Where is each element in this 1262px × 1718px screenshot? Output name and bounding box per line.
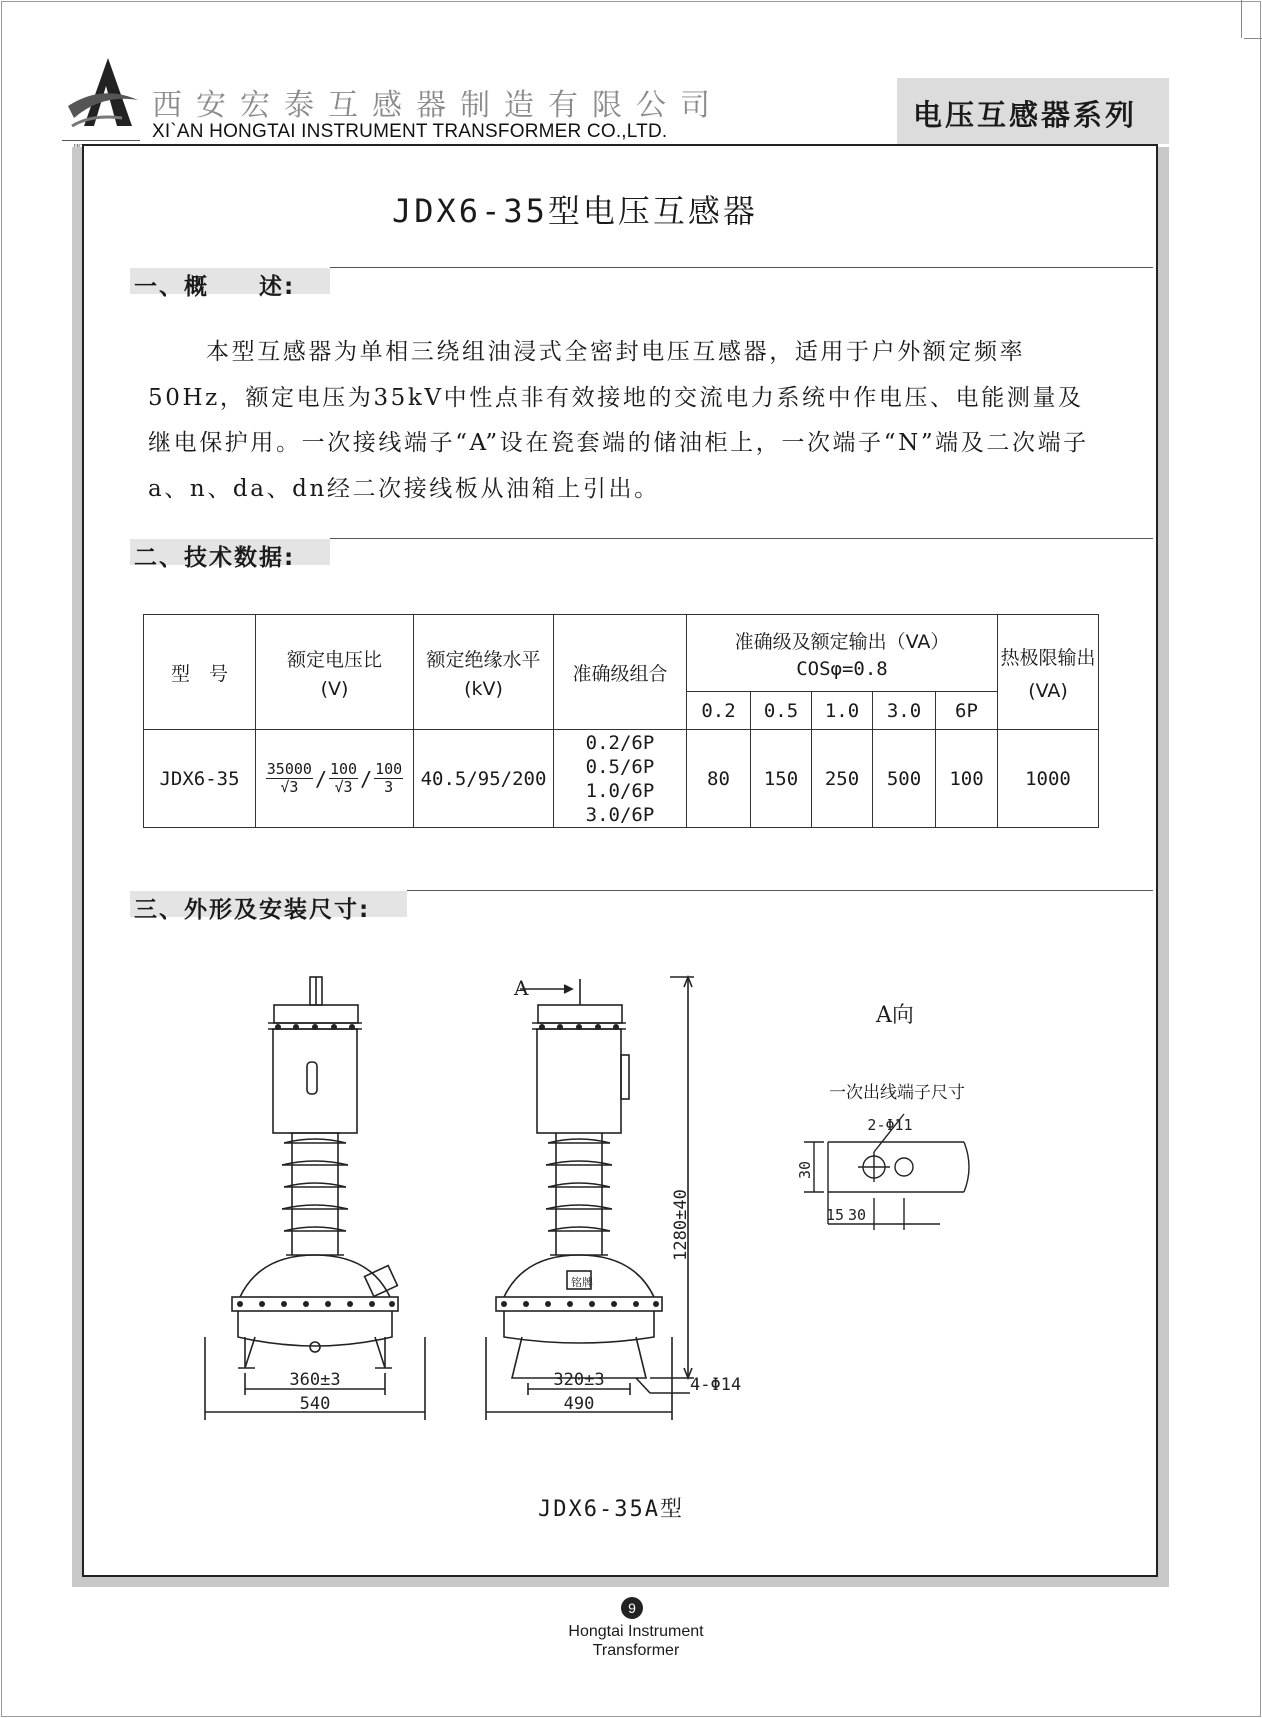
crop-mark <box>1241 0 1242 38</box>
hole-note: 4-Φ14 <box>690 1375 742 1395</box>
header-accuracy-output: 准确级及额定输出（VA） COSφ=0.8 <box>687 615 998 692</box>
header-model: 型 号 <box>144 615 256 730</box>
terminal-title: 一次出线端子尺寸 <box>829 1083 965 1103</box>
page-number: 9 <box>621 1597 643 1619</box>
company-name-en: XI`AN HONGTAI INSTRUMENT TRANSFORMER CO.,LTD. <box>152 121 668 142</box>
left-view <box>205 977 425 1420</box>
ratio-term: $\frac{100}{√3}$ <box>329 760 358 796</box>
header-ratio: 额定电压比 (V) <box>256 615 414 730</box>
class-cell: 0.5 <box>751 692 812 730</box>
terminal-width-2: 30 <box>848 1206 867 1224</box>
company-logo <box>62 56 140 150</box>
ratio-term: $\frac{35000}{√3}$ <box>266 760 312 796</box>
right-view <box>486 977 694 1420</box>
footer-line-2: Transformer <box>592 1642 680 1659</box>
overview-paragraph <box>148 330 1098 512</box>
ratio-term: $\frac{100}{3}$ <box>375 760 403 796</box>
left-base-inner: 360±3 <box>289 1370 341 1390</box>
terminal-holes: 2-Φ11 <box>867 1116 913 1134</box>
row-combos: 0.2/6P 0.5/6P 1.0/6P 3.0/6P <box>554 730 687 828</box>
row-output: 80 <box>687 730 751 828</box>
header-accuracy-combo: 准确级组合 <box>554 615 687 730</box>
row-ratio: $\frac{35000}{√3}$ / $\frac{100}{√3}$ / $\frac{100}{3}$ <box>256 730 414 828</box>
series-title: 电压互感器系列 <box>913 98 1138 132</box>
header-insulation: 额定绝缘水平 (kV) <box>414 615 554 730</box>
row-output: 250 <box>812 730 873 828</box>
nameplate-label: 铭牌 <box>571 1276 593 1289</box>
page-title: JDX6-35型电压互感器 <box>392 192 758 230</box>
terminal-height: 30 <box>796 1160 814 1180</box>
spec-table <box>143 614 1099 828</box>
class-cell: 1.0 <box>812 692 873 730</box>
class-cell: 3.0 <box>873 692 936 730</box>
height-dimension: 1280±40 <box>671 1189 691 1261</box>
row-output: 100 <box>936 730 998 828</box>
left-base-outer: 540 <box>299 1394 331 1414</box>
section-line <box>330 267 1153 268</box>
row-output: 150 <box>751 730 812 828</box>
crop-mark <box>1244 38 1262 39</box>
row-thermal: 1000 <box>998 730 1099 828</box>
header-thermal: 热极限输出 (VA) <box>998 615 1099 730</box>
view-label: A向 <box>876 1003 914 1028</box>
section-title-overview: 一、概 述: <box>134 274 296 300</box>
right-base-outer: 490 <box>563 1394 595 1414</box>
section-line <box>330 538 1153 539</box>
overview-text: 本型互感器为单相三绕组油浸式全密封电压互感器，适用于户外额定频率50Hz，额定电压为35kV中性点非有效接地的交流电力系统中作电压、电能测量及继电保护用。一次接线端子“A”设在瓷套端的储油柜上，一次端子“N”端及二次端子a、n、da、dn经二次接线板从油箱上引出。 <box>148 339 1089 502</box>
company-name-cn: 西安宏泰互感器制造有限公司 <box>152 88 724 123</box>
row-insulation: 40.5/95/200 <box>414 730 554 828</box>
terminal-width-1: 15 <box>826 1206 845 1224</box>
right-base-inner: 320±3 <box>553 1370 605 1390</box>
footer-line-1: Hongtai Instrument <box>568 1623 704 1640</box>
row-output: 500 <box>873 730 936 828</box>
model-caption: JDX6-35A型 <box>538 1497 684 1522</box>
section-title-tech-data: 二、技术数据: <box>134 545 296 571</box>
row-model: JDX6-35 <box>144 730 256 828</box>
class-cell: 6P <box>936 692 998 730</box>
arrow-label: A <box>514 976 529 1000</box>
section-line <box>407 890 1153 891</box>
terminal-drawing <box>796 1112 980 1234</box>
section-title-dimensions: 三、外形及安装尺寸: <box>134 897 371 923</box>
class-cell: 0.2 <box>687 692 751 730</box>
